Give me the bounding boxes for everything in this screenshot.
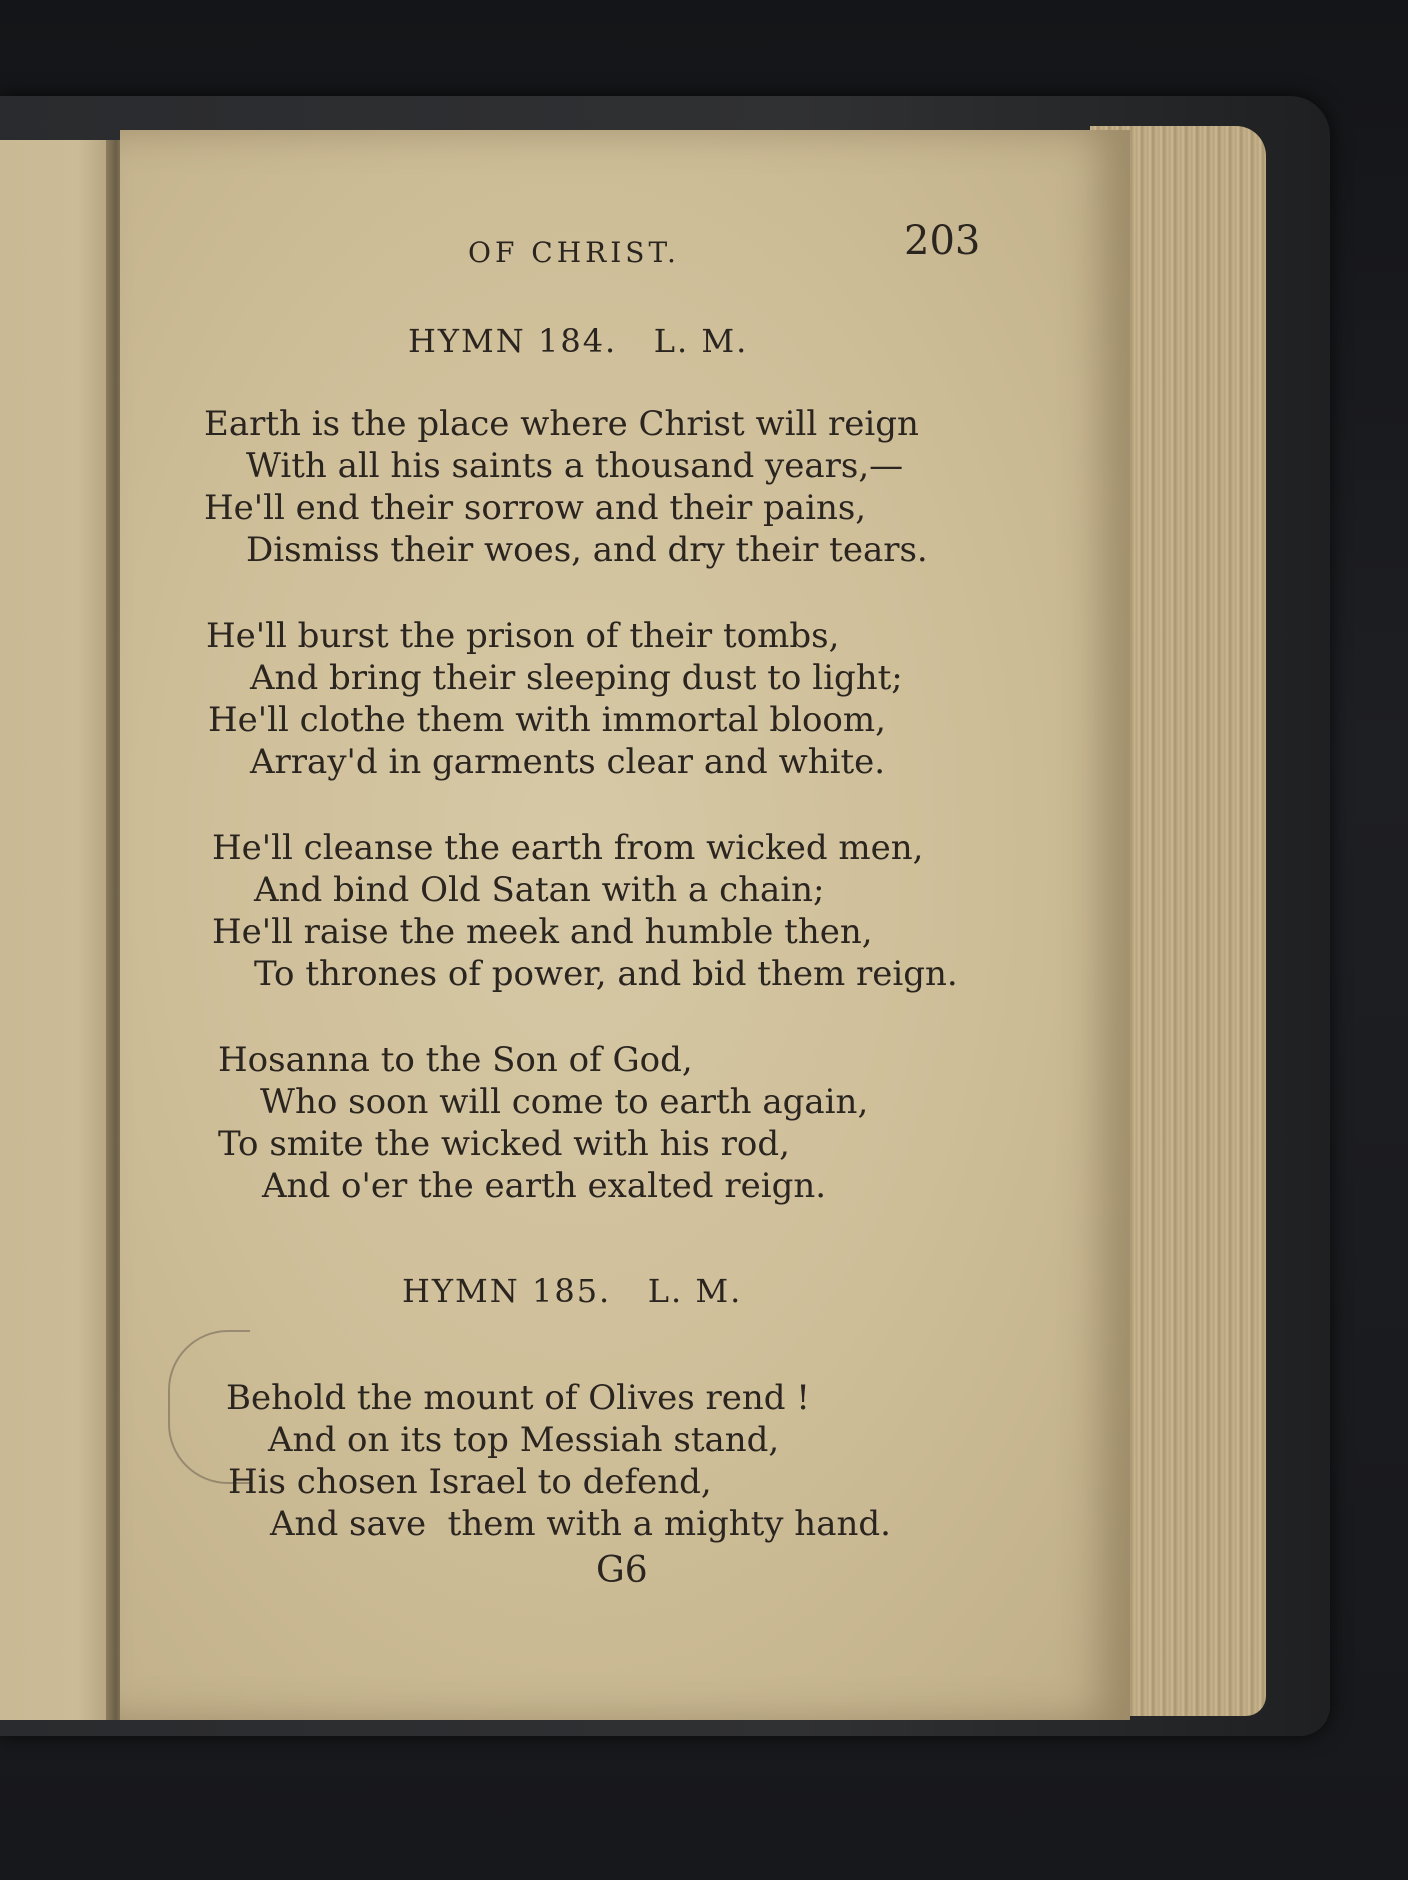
hymn-line: To smite the wicked with his rod, xyxy=(218,1124,790,1164)
running-head: OF CHRIST. xyxy=(468,236,680,269)
page-number: 203 xyxy=(904,218,981,264)
hymn-line: And bring their sleeping dust to light; xyxy=(250,658,903,698)
hymn-line: And bind Old Satan with a chain; xyxy=(254,870,825,910)
hymn-line: He'll cleanse the earth from wicked men, xyxy=(212,828,924,868)
hymn-line: His chosen Israel to defend, xyxy=(228,1462,712,1502)
hymn-line: To thrones of power, and bid them reign. xyxy=(254,954,958,994)
hymn-line: Who soon will come to earth again, xyxy=(260,1082,869,1122)
hymn-184-heading: HYMN 184. L. M. xyxy=(408,322,749,360)
signature-mark: G6 xyxy=(596,1550,648,1591)
hymn-line: With all his saints a thousand years,— xyxy=(246,446,904,486)
hymn-line: Behold the mount of Olives rend ! xyxy=(226,1378,810,1418)
hymn-line: Array'd in garments clear and white. xyxy=(250,742,886,782)
hymn-line: He'll burst the prison of their tombs, xyxy=(206,616,840,656)
hymn-line: He'll raise the meek and humble then, xyxy=(212,912,873,952)
hymn-line: Hosanna to the Son of God, xyxy=(218,1040,693,1080)
hymn-line: And save them with a mighty hand. xyxy=(270,1504,891,1544)
hymn-line: And o'er the earth exalted reign. xyxy=(262,1166,827,1206)
hymn-185-heading: HYMN 185. L. M. xyxy=(402,1272,743,1310)
hymn-line: He'll end their sorrow and their pains, xyxy=(204,488,867,528)
hymn-line: And on its top Messiah stand, xyxy=(268,1420,780,1460)
hymn-line: Dismiss their woes, and dry their tears. xyxy=(246,530,928,570)
hymn-line: Earth is the place where Christ will reign xyxy=(204,404,919,444)
hymn-line: He'll clothe them with immortal bloom, xyxy=(208,700,886,740)
facing-page-edge xyxy=(0,140,112,1720)
